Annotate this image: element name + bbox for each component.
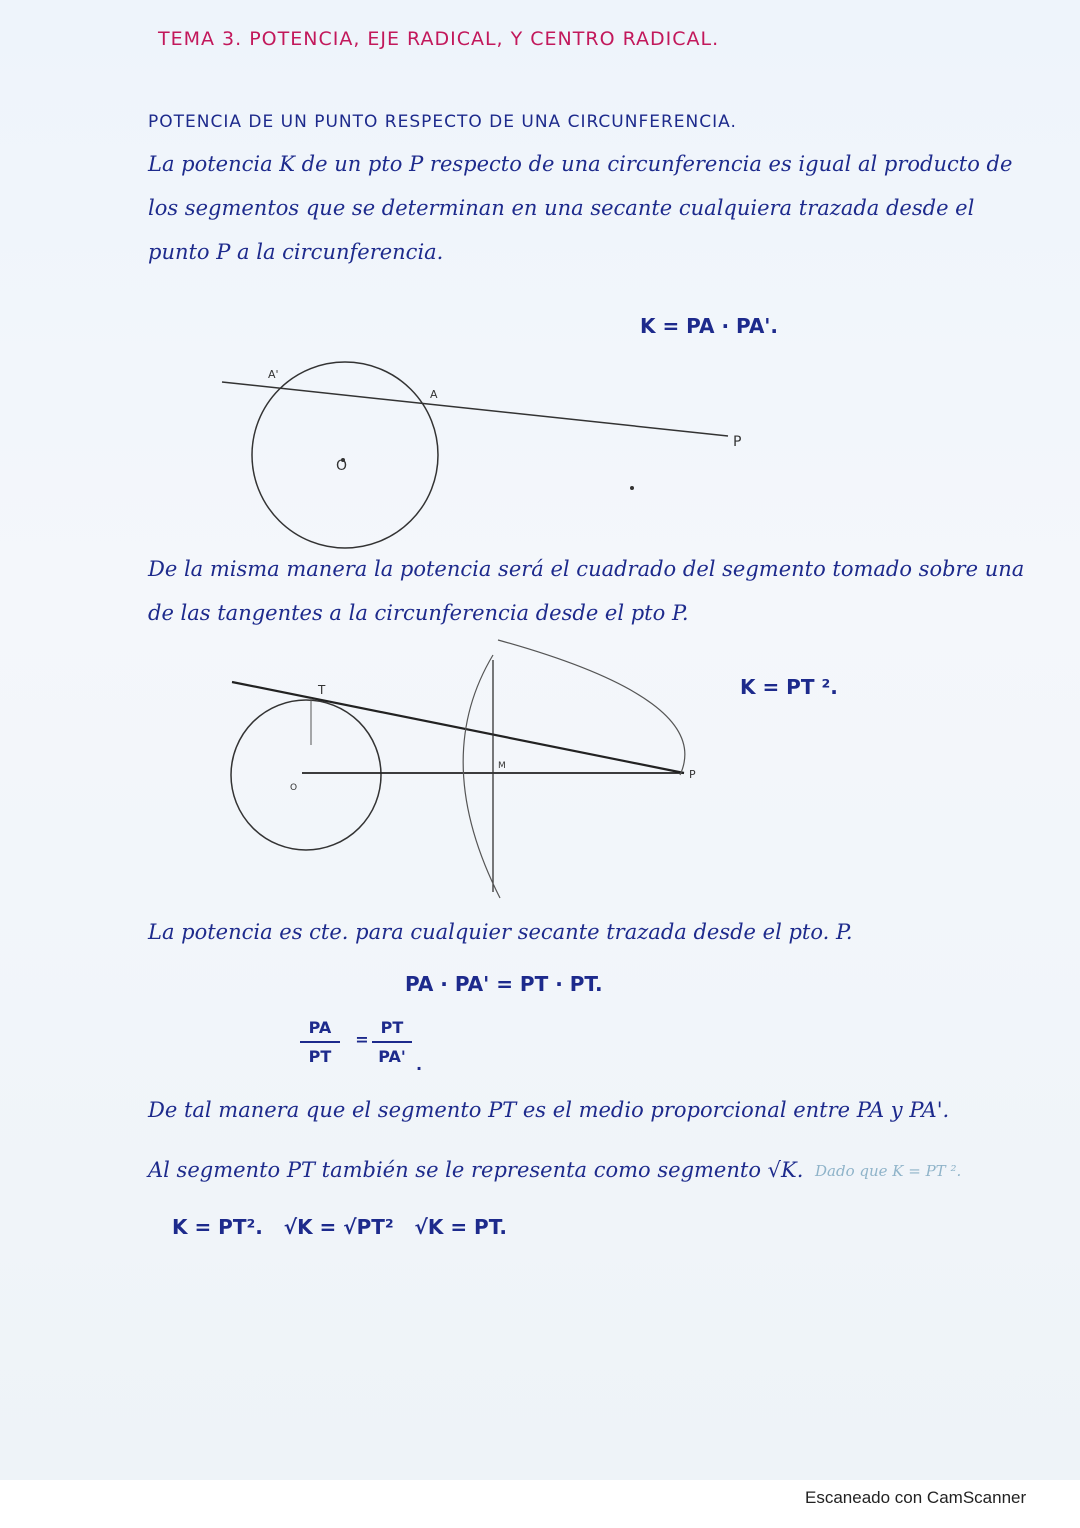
formula-power-secant: K = PA · PA'. [640,314,779,338]
label-o: O [336,458,348,474]
label-t: T [318,683,326,697]
fraction-right [372,1018,412,1066]
paragraph-tangent: De la misma manera la potencia será el cuadrado del segmento tomado sobre una de las tangentes a la circunferencia desde el pto P. [148,557,1025,625]
label-p2: P [689,768,696,781]
formula-power-tangent: K = PT ². [740,675,838,699]
label-p: P [733,434,742,450]
formula-root: K = PT². √K = √PT² √K = PT. [172,1215,507,1239]
label-a-prime: A' [268,368,279,381]
fraction-left-num: PA [300,1018,340,1043]
arc-left [463,655,500,898]
scanner-watermark: Escaneado con CamScanner [805,1488,1027,1507]
fraction-right-num: PT [372,1018,412,1043]
fraction-right-den: PA' [378,1047,406,1066]
paragraph-constant: La potencia es cte. para cualquier secante trazada desde el pto. P. [148,920,853,944]
paragraph-root-k: Al segmento PT también se le representa como segmento √K. [148,1158,804,1182]
paragraph-medium-proportional: De tal manera que el segmento PT es el medio proporcional entre PA y PA'. [148,1098,950,1122]
section-heading: POTENCIA DE UN PUNTO RESPECTO DE UNA CIRCUNFERENCIA. [148,112,737,132]
label-o2: O [290,783,298,793]
circle-2 [231,700,381,850]
fraction-eq: = [355,1030,369,1049]
faint-note: Dado que K = PT ². [815,1162,962,1180]
paragraph-definition: La potencia K de un pto P respecto de una circunferencia es igual al producto de los segmentos que se determinan en una secante cualquiera trazada desde el punto P a la circunferencia. [148,152,1013,264]
page-title: TEMA 3. POTENCIA, EJE RADICAL, Y CENTRO RADICAL. [158,28,720,50]
fraction-left [300,1018,340,1066]
tangent-line [232,682,684,773]
label-a: A [430,388,438,401]
fraction-end: . [415,1055,423,1074]
formula-equality: PA · PA' = PT · PT. [405,972,603,996]
fraction-left-den: PT [308,1047,332,1066]
label-m: M [498,761,506,771]
